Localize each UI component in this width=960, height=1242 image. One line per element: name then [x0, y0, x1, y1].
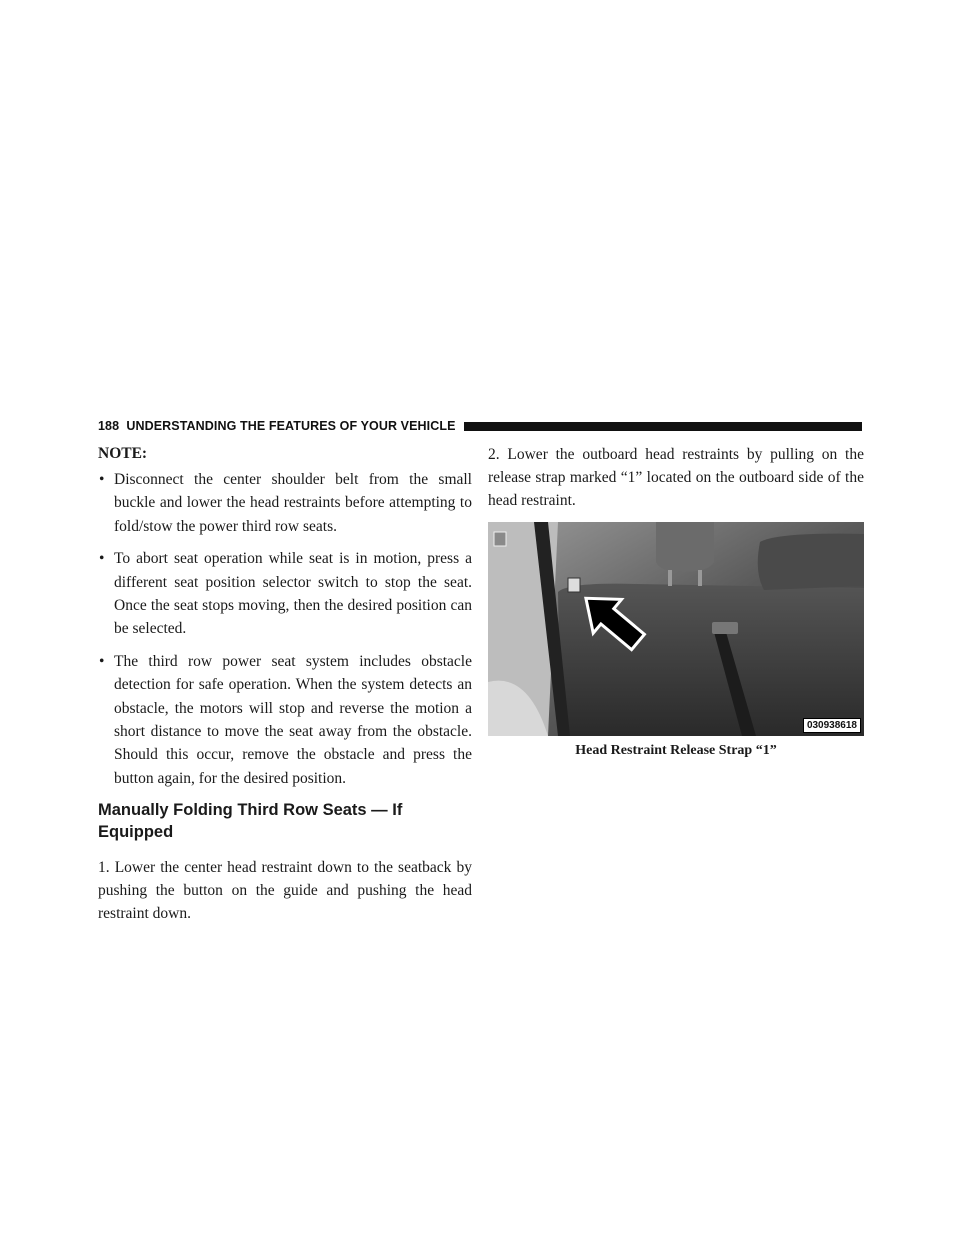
bullet-icon: •	[99, 471, 105, 488]
note-bullets	[98, 468, 472, 790]
bullet-item: • To abort seat operation while seat is in motion, press a different seat position selector switch to stop the seat. Once the seat stops moving, then the desired position can be selected.	[98, 547, 472, 641]
figure-code: 030938618	[803, 718, 861, 733]
header-rule	[464, 422, 862, 431]
step-1-text: 1. Lower the center head restraint down to the seatback by pushing the button on the guide and pushing the head restraint down.	[98, 859, 472, 922]
right-column	[488, 444, 864, 759]
bullet-item: • The third row power seat system includes obstacle detection for safe operation. When the system detects an obstacle, the motors will stop and reverse the motion a short distance to move the seat away from the obstacle. Should this occur, remove the obstacle and press the button again, for the desired position.	[98, 650, 472, 790]
bullet-item: • Disconnect the center shoulder belt from the small buckle and lower the head restraints before attempting to fold/stow the power third row seats.	[98, 468, 472, 538]
page-header	[98, 418, 862, 434]
bullet-icon: •	[99, 550, 105, 568]
page-header-text	[98, 419, 464, 433]
head-restraint-photo	[488, 522, 864, 736]
note-title: NOTE:	[98, 445, 148, 462]
page-number: 188	[98, 419, 120, 433]
section-subheading: Manually Folding Third Row Seats — If Equipped	[98, 801, 403, 842]
bullet-icon: •	[99, 652, 105, 670]
head-restraint-illustration	[488, 522, 864, 736]
step-2-text: 2. Lower the outboard head restraints by pulling on the release strap marked “1” located on the outboard side of the head restraint.	[488, 446, 864, 509]
left-column	[98, 444, 472, 926]
figure-caption: Head Restraint Release Strap “1”	[575, 743, 777, 759]
section-title: UNDERSTANDING THE FEATURES OF YOUR VEHICLE	[126, 419, 456, 433]
